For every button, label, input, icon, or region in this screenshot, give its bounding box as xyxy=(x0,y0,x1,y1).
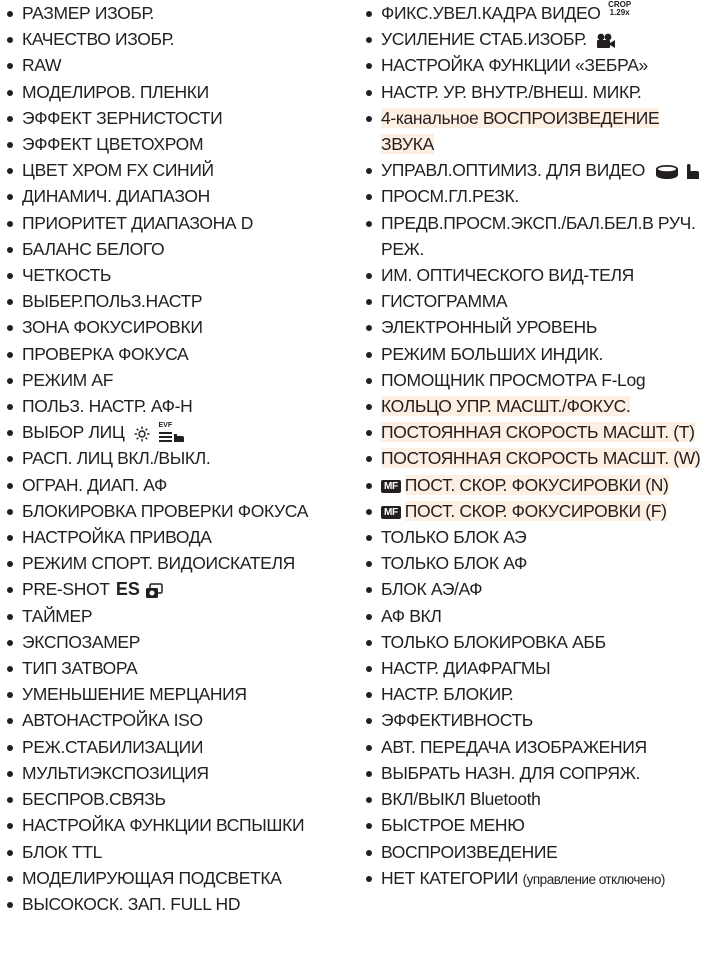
list-item: БАЛАНС БЕЛОГО xyxy=(4,236,338,262)
list-item: ЭФФЕКТ ЗЕРНИСТОСТИ xyxy=(4,105,338,131)
list-item: УМЕНЬШЕНИЕ МЕРЦАНИЯ xyxy=(4,681,338,707)
list-item: ПРОСМ.ГЛ.РЕЗК. xyxy=(363,183,703,209)
list-item-is-boost: УСИЛЕНИЕ СТАБ.ИЗОБР. xyxy=(363,26,703,52)
list-item: ТИП ЗАТВОРА xyxy=(4,655,338,681)
list-item-pre-shot: PRE-SHOT ES xyxy=(4,576,338,602)
list-item: КАЧЕСТВО ИЗОБР. xyxy=(4,26,338,52)
list-item: НАСТРОЙКА ФУНКЦИИ ВСПЫШКИ xyxy=(4,812,338,838)
list-item: РАСП. ЛИЦ ВКЛ./ВЫКЛ. xyxy=(4,445,338,471)
mf-icon: MF xyxy=(381,480,401,493)
list-item: КОЛЬЦО УПР. МАСШТ./ФОКУС. xyxy=(363,393,703,419)
list-item: ЦВЕТ ХРОМ FX СИНИЙ xyxy=(4,157,338,183)
right-column-list xyxy=(363,0,703,893)
list-item: ВЫСОКОСК. ЗАП. FULL HD xyxy=(4,891,338,917)
list-item: ТОЛЬКО БЛОКИРОВКА АББ xyxy=(363,629,703,655)
list-item-audio-playback: 4-канальное ВОСПРОИЗВЕДЕНИЕ ЗВУКА xyxy=(363,105,703,157)
list-item: ВКЛ/ВЫКЛ Bluetooth xyxy=(363,786,703,812)
hand-pointer-icon xyxy=(685,163,699,181)
list-item: НАСТР. БЛОКИР. xyxy=(363,681,703,707)
left-column-list xyxy=(4,0,338,917)
lens-icon xyxy=(655,164,679,180)
movie-camera-icon xyxy=(596,33,616,49)
list-item: ДИНАМИЧ. ДИАПАЗОН xyxy=(4,183,338,209)
list-item: ПОСТОЯННАЯ СКОРОСТЬ МАСШТ. (W) xyxy=(363,445,703,471)
list-item: АВТОНАСТРОЙКА ISO xyxy=(4,707,338,733)
list-item: ЭЛЕКТРОННЫЙ УРОВЕНЬ xyxy=(363,314,703,340)
list-item-mf-f: MF ПОСТ. СКОР. ФОКУСИРОВКИ (F) xyxy=(363,498,703,524)
list-item: БЕСПРОВ.СВЯЗЬ xyxy=(4,786,338,812)
list-item: ПОСТОЯННАЯ СКОРОСТЬ МАСШТ. (T) xyxy=(363,419,703,445)
list-item: РЕЖИМ БОЛЬШИХ ИНДИК. xyxy=(363,341,703,367)
list-item: ЗОНА ФОКУСИРОВКИ xyxy=(4,314,338,340)
list-item: ПРИОРИТЕТ ДИАПАЗОНА D xyxy=(4,210,338,236)
list-item: НАСТРОЙКА ФУНКЦИИ «ЗЕБРА» xyxy=(363,52,703,78)
list-item: ТАЙМЕР xyxy=(4,603,338,629)
list-item: ПРЕДВ.ПРОСМ.ЭКСП./БАЛ.БЕЛ.В РУЧ. РЕЖ. xyxy=(363,210,703,262)
list-item: RAW xyxy=(4,52,338,78)
list-item: РАЗМЕР ИЗОБР. xyxy=(4,0,338,26)
list-item: БЛОКИРОВКА ПРОВЕРКИ ФОКУСА xyxy=(4,498,338,524)
list-item: ВЫБЕР.ПОЛЬЗ.НАСТР xyxy=(4,288,338,314)
es-icon: ES xyxy=(115,579,140,600)
list-item: ПРОВЕРКА ФОКУСА xyxy=(4,341,338,367)
list-item: ТОЛЬКО БЛОК АФ xyxy=(363,550,703,576)
list-item: РЕЖ.СТАБИЛИЗАЦИИ xyxy=(4,734,338,760)
list-item: АФ ВКЛ xyxy=(363,603,703,629)
list-item: РЕЖИМ AF xyxy=(4,367,338,393)
list-item: ИМ. ОПТИЧЕСКОГО ВИД-ТЕЛЯ xyxy=(363,262,703,288)
list-item: БЫСТРОЕ МЕНЮ xyxy=(363,812,703,838)
list-item-crop: ФИКС.УВЕЛ.КАДРА ВИДЕО CROP 1.29x xyxy=(363,0,703,26)
list-item: МУЛЬТИЭКСПОЗИЦИЯ xyxy=(4,760,338,786)
list-item-mf-n: MF ПОСТ. СКОР. ФОКУСИРОВКИ (N) xyxy=(363,472,703,498)
list-item: ЭКСПОЗАМЕР xyxy=(4,629,338,655)
list-item: ПОМОЩНИК ПРОСМОТРА F-Log xyxy=(363,367,703,393)
list-item-face-select: ВЫБОР ЛИЦ EVF xyxy=(4,419,338,445)
list-item: РЕЖИМ СПОРТ. ВИДОИСКАТЕЛЯ xyxy=(4,550,338,576)
no-category-note: (управление отключено) xyxy=(522,871,665,887)
list-item: ВОСПРОИЗВЕДЕНИЕ xyxy=(363,839,703,865)
evf-icon: EVF xyxy=(159,425,185,443)
crop-icon: CROP 1.29x xyxy=(608,0,632,17)
list-item: ЭФФЕКТИВНОСТЬ xyxy=(363,707,703,733)
list-item: БЛОК TTL xyxy=(4,839,338,865)
list-item: НАСТРОЙКА ПРИВОДА xyxy=(4,524,338,550)
list-item: ПОЛЬЗ. НАСТР. АФ-Н xyxy=(4,393,338,419)
list-item: ГИСТОГРАММА xyxy=(363,288,703,314)
list-item-video-control: УПРАВЛ.ОПТИМИЗ. ДЛЯ ВИДЕО xyxy=(363,157,703,183)
list-item: ЭФФЕКТ ЦВЕТОХРОМ xyxy=(4,131,338,157)
mf-icon: MF xyxy=(381,506,401,519)
sun-icon xyxy=(134,426,150,442)
list-item: ТОЛЬКО БЛОК АЭ xyxy=(363,524,703,550)
list-item: ЧЕТКОСТЬ xyxy=(4,262,338,288)
list-item-no-category: НЕТ КАТЕГОРИИ (управление отключено) xyxy=(363,865,703,893)
burst-shooting-icon xyxy=(145,583,163,599)
list-item: МОДЕЛИРОВ. ПЛЕНКИ xyxy=(4,79,338,105)
list-item: МОДЕЛИРУЮЩАЯ ПОДСВЕТКА xyxy=(4,865,338,891)
list-item: НАСТР. ДИАФРАГМЫ xyxy=(363,655,703,681)
list-item: АВТ. ПЕРЕДАЧА ИЗОБРАЖЕНИЯ xyxy=(363,734,703,760)
list-item: ОГРАН. ДИАП. АФ xyxy=(4,472,338,498)
list-item: НАСТР. УР. ВНУТР./ВНЕШ. МИКР. xyxy=(363,79,703,105)
list-item: ВЫБРАТЬ НАЗН. ДЛЯ СОПРЯЖ. xyxy=(363,760,703,786)
list-item: БЛОК АЭ/АФ xyxy=(363,576,703,602)
